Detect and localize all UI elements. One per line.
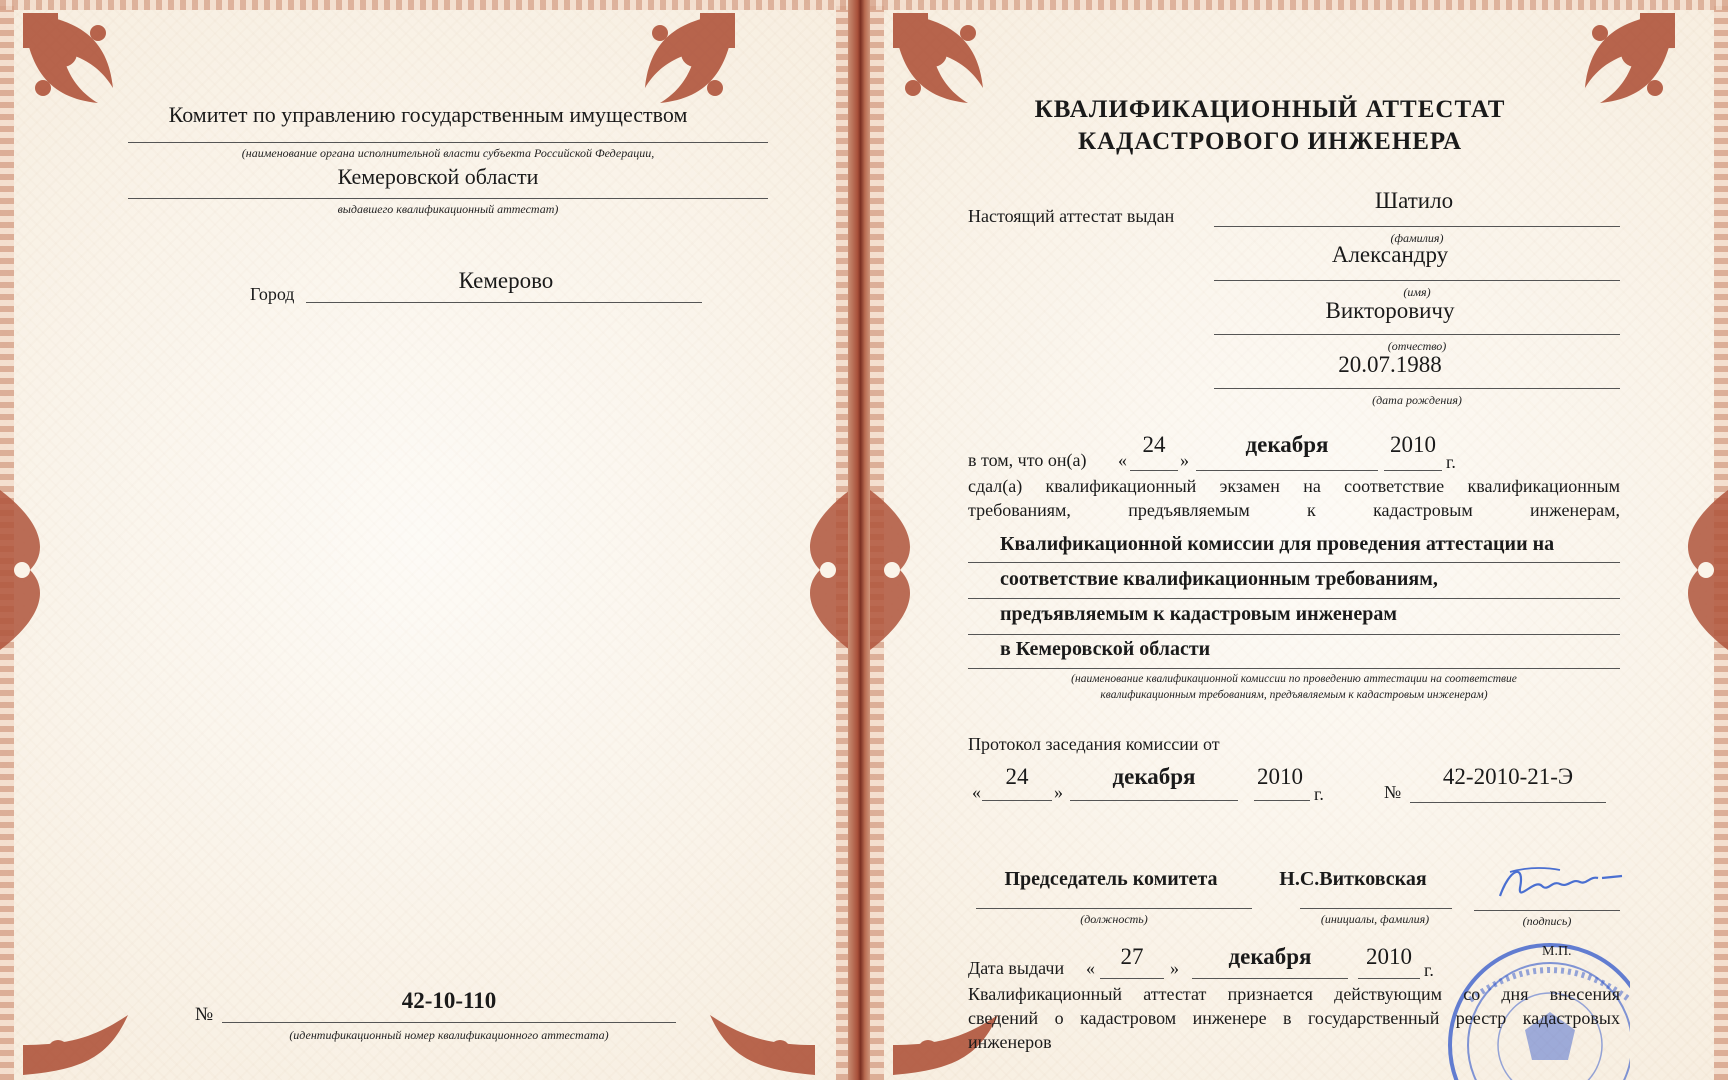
- exam-year-underline: [1384, 470, 1442, 471]
- protocol-number-underline: [1410, 802, 1606, 803]
- commission-underline: [968, 668, 1620, 669]
- birth-date-underline: [1214, 388, 1620, 389]
- exam-prefix: в том, что он(а): [968, 450, 1087, 470]
- signature-icon: [1490, 858, 1630, 908]
- issue-month-underline: [1192, 978, 1348, 979]
- birth-date-caption: (дата рождения): [1372, 393, 1462, 407]
- authority-caption-1: (наименование органа исполнительной власти субъекта Российской Федерации,: [241, 146, 655, 160]
- exam-month-underline: [1196, 470, 1378, 471]
- protocol-day: 24: [1005, 764, 1029, 789]
- authority-caption-2: выдавшего квалификационный аттестат): [337, 202, 559, 216]
- protocol-number: 42-2010-21-Э: [1442, 764, 1574, 789]
- surname-underline: [1214, 226, 1620, 227]
- quote-close: »: [1180, 450, 1189, 470]
- issue-day-underline: [1100, 978, 1164, 979]
- corner-ornament-icon: [1550, 8, 1680, 138]
- quote-open: «: [1086, 958, 1095, 978]
- commission-line: в Кемеровской области: [1000, 638, 1211, 660]
- surname-caption: (фамилия): [1390, 231, 1444, 245]
- issue-month: декабря: [1228, 944, 1312, 969]
- book-spine: [848, 0, 872, 1080]
- issue-year-suffix: г.: [1424, 960, 1434, 980]
- commission-line: соответствие квалификационным требованиям,: [1000, 568, 1438, 590]
- commission-caption-2: квалификационным требованиям, предъявляемым к кадастровым инженерам): [1100, 689, 1488, 701]
- protocol-day-underline: [982, 800, 1052, 801]
- issued-to-label: Настоящий аттестат выдан: [968, 206, 1175, 226]
- protocol-label: Протокол заседания комиссии от: [968, 734, 1220, 754]
- side-ornament-icon: [870, 490, 930, 650]
- issue-date-label: Дата выдачи: [968, 958, 1065, 978]
- stamp-place-label: М.П.: [1542, 944, 1572, 959]
- chair-position-underline: [976, 908, 1252, 909]
- commission-caption-1: (наименование квалификационной комиссии по проведению аттестации на соответствие: [1071, 673, 1517, 685]
- authority-underline: [128, 142, 768, 143]
- attestat-number-caption: (идентификационный номер квалификационного аттестата): [289, 1028, 609, 1042]
- commission-underline: [968, 634, 1620, 635]
- exam-month: декабря: [1245, 432, 1329, 457]
- exam-day: 24: [1142, 432, 1166, 457]
- commission-line: предъявляемым к кадастровым инженерам: [1000, 603, 1397, 625]
- passed-text-line2: требованиям, предъявляемым к кадастровым инженерам,: [968, 500, 1620, 520]
- attestat-number-underline: [222, 1022, 676, 1023]
- surname-value: Шатило: [1374, 188, 1454, 213]
- side-ornament-icon: [1668, 490, 1728, 650]
- chair-position: Председатель комитета: [1004, 868, 1218, 890]
- side-ornament-icon: [0, 490, 60, 650]
- attestat-number-label: №: [195, 1004, 214, 1025]
- exam-year: 2010: [1390, 432, 1436, 457]
- name-caption: (имя): [1403, 285, 1431, 299]
- chair-name: Н.С.Витковская: [1279, 868, 1427, 890]
- name-underline: [1214, 280, 1620, 281]
- quote-open: «: [972, 782, 981, 802]
- quote-close: »: [1170, 958, 1179, 978]
- issue-year: 2010: [1366, 944, 1412, 969]
- passed-text-line1: сдал(а) квалификационный экзамен на соответствие квалификационным: [968, 476, 1620, 496]
- city-value: Кемерово: [458, 268, 554, 293]
- signature-caption: (подпись): [1522, 914, 1572, 928]
- protocol-month-underline: [1070, 800, 1238, 801]
- city-underline: [306, 302, 702, 303]
- birth-date-value: 20.07.1988: [1338, 352, 1442, 377]
- commission-line: Квалификационной комиссии для проведения аттестации на: [1000, 533, 1555, 555]
- attestat-number-value: 42-10-110: [401, 988, 497, 1013]
- authority-name-line1: Комитет по управлению государственным имуществом: [168, 102, 688, 127]
- protocol-month: декабря: [1112, 764, 1196, 789]
- corner-ornament-icon: [690, 1010, 820, 1080]
- left-page: [0, 0, 850, 1080]
- commission-underline: [968, 598, 1620, 599]
- chair-position-caption: (должность): [1080, 912, 1148, 926]
- patronymic-caption: (отчество): [1387, 339, 1447, 353]
- protocol-year-suffix: г.: [1314, 784, 1324, 804]
- protocol-number-label: №: [1384, 782, 1402, 802]
- city-label: Город: [250, 284, 295, 304]
- certificate-title-line1: КВАЛИФИКАЦИОННЫЙ АТТЕСТАТ: [1034, 96, 1506, 123]
- protocol-year-underline: [1254, 800, 1310, 801]
- exam-day-underline: [1130, 470, 1178, 471]
- quote-close: »: [1054, 782, 1063, 802]
- side-ornament-icon: [790, 490, 850, 650]
- corner-ornament-icon: [888, 8, 1018, 138]
- validity-text-line2: сведений о кадастровом инженере в государственный реестр кадастровых: [968, 1008, 1620, 1028]
- certificate-title-line2: КАДАСТРОВОГО ИНЖЕНЕРА: [1077, 128, 1463, 155]
- protocol-year: 2010: [1257, 764, 1303, 789]
- exam-year-suffix: г.: [1446, 452, 1456, 472]
- patronymic-underline: [1214, 334, 1620, 335]
- issue-day: 27: [1120, 944, 1144, 969]
- chair-name-underline: [1300, 908, 1452, 909]
- validity-text-line1: Квалификационный аттестат признается действующим со дня внесения: [968, 984, 1620, 1004]
- commission-underline: [968, 562, 1620, 563]
- authority-underline: [128, 198, 768, 199]
- signature-underline: [1474, 910, 1620, 911]
- chair-name-caption: (инициалы, фамилия): [1320, 912, 1430, 926]
- quote-open: «: [1118, 450, 1127, 470]
- authority-name-line2: Кемеровской области: [337, 164, 539, 189]
- corner-ornament-icon: [18, 1010, 148, 1080]
- patronymic-value: Викторовичу: [1325, 298, 1455, 323]
- issue-year-underline: [1358, 978, 1420, 979]
- name-value: Александру: [1331, 242, 1449, 267]
- official-stamp-icon: [1440, 930, 1630, 1080]
- validity-text-line3: инженеров: [968, 1032, 1052, 1052]
